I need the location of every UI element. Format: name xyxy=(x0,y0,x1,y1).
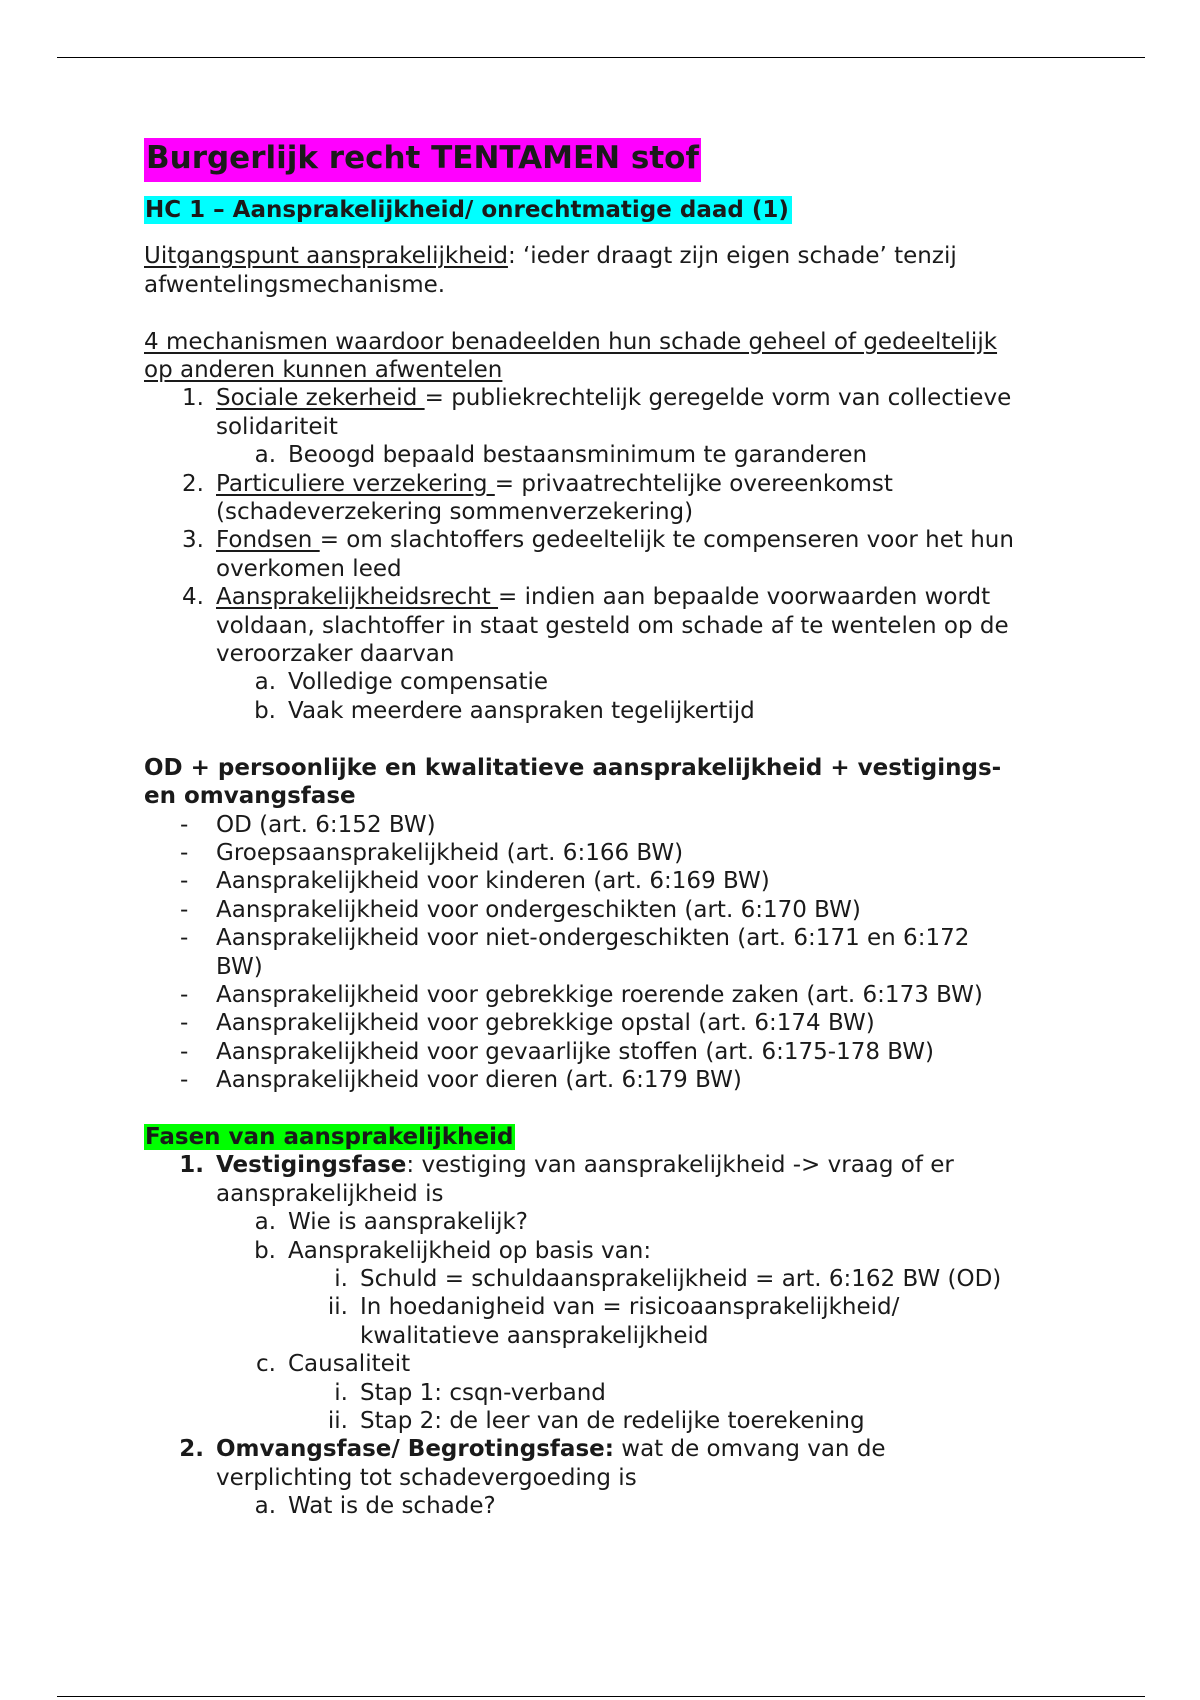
list-item xyxy=(144,1265,1074,1293)
mechanismen-list xyxy=(144,384,1074,725)
list-marker: 2. xyxy=(182,470,204,497)
list-item xyxy=(144,1435,1074,1492)
list-item xyxy=(144,1350,1074,1378)
term: Aansprakelijkheidsrecht xyxy=(216,584,499,611)
definition-cont: solidariteit xyxy=(216,413,338,440)
list-item xyxy=(144,1038,1074,1066)
definition: wat de omvang van de xyxy=(613,1436,886,1463)
definition-cont: verplichting tot schadevergoeding is xyxy=(216,1464,637,1491)
list-text: Causaliteit xyxy=(288,1351,411,1378)
definition: = publiekrechtelijk geregelde vorm van collectieve xyxy=(424,385,1012,412)
list-item xyxy=(144,1379,1074,1407)
list-item xyxy=(144,1208,1074,1236)
list-marker: ii. xyxy=(327,1294,348,1321)
list-item xyxy=(144,1009,1074,1037)
list-marker: i. xyxy=(334,1265,348,1292)
mechanismen-heading-line-1: 4 mechanismen waardoor benadeelden hun schade geheel of gedeeltelijk xyxy=(144,328,998,355)
fasen-heading: Fasen van aansprakelijkheid xyxy=(145,1123,514,1150)
list-item xyxy=(144,839,1074,867)
list-item xyxy=(144,1151,1074,1208)
document-title: Burgerlijk recht TENTAMEN stof xyxy=(144,138,701,182)
definition-cont: overkomen leed xyxy=(216,555,402,582)
list-marker: ii. xyxy=(327,1408,348,1435)
list-text: Aansprakelijkheid voor ondergeschikten (art. 6:170 BW) xyxy=(216,896,861,923)
list-text: Wat is de schade? xyxy=(288,1493,496,1520)
list-marker: b. xyxy=(254,697,276,724)
list-text-cont: BW) xyxy=(216,953,263,980)
term: Sociale zekerheid xyxy=(216,385,425,412)
list-item xyxy=(144,1407,1074,1435)
list-item xyxy=(144,697,1074,725)
spacer xyxy=(144,299,1074,327)
mechanismen-heading-line-2: op anderen kunnen afwentelen xyxy=(144,357,503,384)
dash-marker: - xyxy=(180,1010,189,1037)
hc-line xyxy=(144,180,1074,224)
list-text: Stap 2: de leer van de redelijke toerekening xyxy=(360,1408,865,1435)
list-item xyxy=(144,1492,1074,1520)
list-text: Aansprakelijkheid voor gebrekkige opstal (art. 6:174 BW) xyxy=(216,1010,875,1037)
header-rule xyxy=(57,57,1145,58)
list-text: Groepsaansprakelijkheid (art. 6:166 BW) xyxy=(216,839,684,866)
dash-marker: - xyxy=(180,839,189,866)
dash-marker: - xyxy=(180,925,189,952)
od-heading-line-1: OD + persoonlijke en kwalitatieve aansprakelijkheid + vestigings- xyxy=(144,754,1002,781)
list-text: Beoogd bepaald bestaansminimum te garanderen xyxy=(288,442,868,469)
list-item xyxy=(144,924,1074,981)
term: Vestigingsfase xyxy=(216,1152,407,1179)
list-marker: 3. xyxy=(182,527,204,554)
od-heading-line-2: en omvangsfase xyxy=(144,783,356,810)
definition-cont: aansprakelijkheid is xyxy=(216,1180,444,1207)
list-marker: 4. xyxy=(182,584,204,611)
dash-marker: - xyxy=(180,868,189,895)
dash-marker: - xyxy=(180,811,189,838)
dash-marker: - xyxy=(180,1067,189,1094)
term: Fondsen xyxy=(216,527,320,554)
uitgangspunt-label: Uitgangspunt aansprakelijkheid xyxy=(144,243,508,270)
list-marker: a. xyxy=(254,669,276,696)
definition-cont: veroorzaker daarvan xyxy=(216,641,455,668)
definition: = indien aan bepaalde voorwaarden wordt xyxy=(498,584,991,611)
uitgangspunt-text-2: afwentelingsmechanisme. xyxy=(144,271,446,298)
list-item xyxy=(144,1237,1074,1265)
list-item xyxy=(144,668,1074,696)
uitgangspunt-text: : ‘ieder draagt zijn eigen schade’ tenzij xyxy=(507,243,957,270)
list-item xyxy=(144,896,1074,924)
od-list xyxy=(144,811,1074,1095)
list-item xyxy=(144,1293,1074,1350)
list-marker: a. xyxy=(254,1209,276,1236)
fasen-list xyxy=(144,1151,1074,1520)
list-item xyxy=(144,470,1074,527)
list-text: Aansprakelijkheid voor kinderen (art. 6:169 BW) xyxy=(216,868,770,895)
list-text: Wie is aansprakelijk? xyxy=(288,1209,529,1236)
definition: = privaatrechtelijke overeenkomst xyxy=(494,470,893,497)
dash-marker: - xyxy=(180,896,189,923)
list-marker: b. xyxy=(254,1237,276,1264)
dash-marker: - xyxy=(180,1038,189,1065)
list-text: Stap 1: csqn-verband xyxy=(360,1379,606,1406)
list-text: Aansprakelijkheid voor dieren (art. 6:179 BW) xyxy=(216,1067,742,1094)
spacer xyxy=(144,1095,1074,1123)
list-item xyxy=(144,867,1074,895)
list-text: Volledige compensatie xyxy=(288,669,549,696)
list-item xyxy=(144,526,1074,583)
dash-marker: - xyxy=(180,981,189,1008)
list-marker: a. xyxy=(254,1493,276,1520)
list-item xyxy=(144,811,1074,839)
title-line xyxy=(144,136,1074,180)
list-marker: i. xyxy=(334,1379,348,1406)
list-text: In hoedanigheid van = risicoaansprakelijkheid/ xyxy=(360,1294,900,1321)
list-marker: c. xyxy=(256,1351,276,1378)
list-text-cont: kwalitatieve aansprakelijkheid xyxy=(360,1322,709,1349)
list-item xyxy=(144,1066,1074,1094)
document-body xyxy=(144,136,1074,1521)
mechanismen-heading xyxy=(144,328,1074,385)
spacer xyxy=(144,224,1074,242)
definition-cont: (schadeverzekering sommenverzekering) xyxy=(216,499,694,526)
list-marker: a. xyxy=(254,442,276,469)
list-item xyxy=(144,441,1074,469)
spacer xyxy=(144,725,1074,753)
list-text: Aansprakelijkheid voor gevaarlijke stoffen (art. 6:175-178 BW) xyxy=(216,1038,934,1065)
hc-heading: HC 1 – Aansprakelijkheid/ onrechtmatige daad (1) xyxy=(144,196,792,224)
list-marker: 1. xyxy=(179,1152,204,1179)
term: Particuliere verzekering xyxy=(216,470,495,497)
footer-rule xyxy=(57,1696,1145,1697)
list-text: OD (art. 6:152 BW) xyxy=(216,811,436,838)
definition: : vestiging van aansprakelijkheid -> vraag of er xyxy=(406,1152,954,1179)
fasen-heading-line xyxy=(144,1123,1074,1151)
list-marker: 2. xyxy=(179,1436,204,1463)
term: Omvangsfase/ Begrotingsfase: xyxy=(216,1436,614,1463)
list-item xyxy=(144,384,1074,441)
uitgangspunt-paragraph xyxy=(144,242,1074,299)
list-text: Vaak meerdere aanspraken tegelijkertijd xyxy=(288,697,755,724)
definition-cont: voldaan, slachtoffer in staat gesteld om schade af te wentelen op de xyxy=(216,612,1009,639)
definition: = om slachtoffers gedeeltelijk te compenseren voor het hun xyxy=(319,527,1014,554)
list-text: Aansprakelijkheid voor gebrekkige roerende zaken (art. 6:173 BW) xyxy=(216,981,983,1008)
list-text: Aansprakelijkheid op basis van: xyxy=(288,1237,652,1264)
list-marker: 1. xyxy=(182,385,204,412)
list-item xyxy=(144,583,1074,668)
list-text: Aansprakelijkheid voor niet-ondergeschikten (art. 6:171 en 6:172 xyxy=(216,925,970,952)
list-item xyxy=(144,981,1074,1009)
od-heading xyxy=(144,754,1074,811)
list-text: Schuld = schuldaansprakelijkheid = art. 6:162 BW (OD) xyxy=(360,1265,1002,1292)
